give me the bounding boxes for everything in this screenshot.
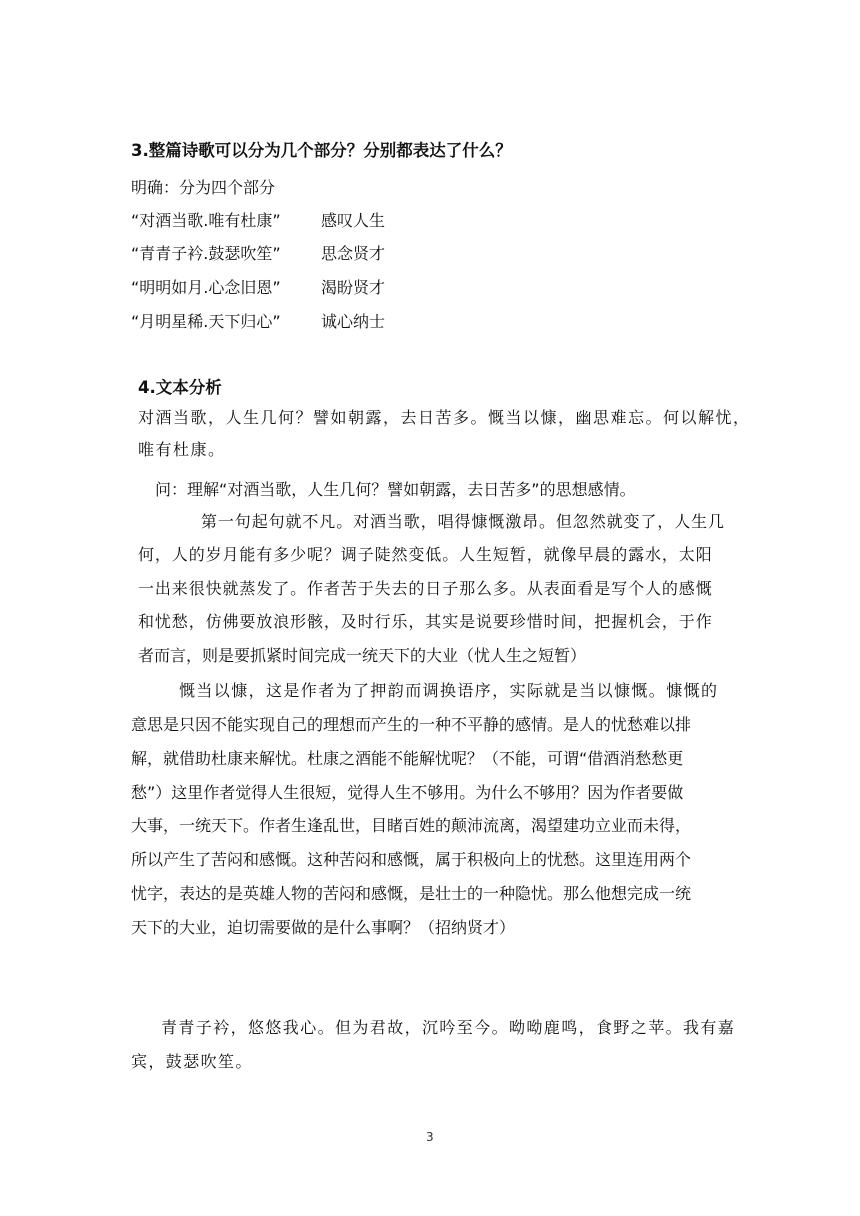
paragraph-line: 和忧愁，仿佛要放浪形骸，及时行乐，其实是说要珍惜时间，把握机会，于作 [138,612,713,631]
paragraph-line: 何，人的岁月能有多少呢？调子陡然变低。人生短暂，就像早晨的露水，太阳 [138,545,713,564]
poem-line: 宾，鼓瑟吹笙。 [131,1052,253,1071]
section-3-heading: 3.整篇诗歌可以分为几个部分？分别都表达了什么？ [131,141,512,160]
part-meaning: 诚心纳士 [321,312,386,331]
part-quote: “青青子衿.鼓瑟吹笙” [131,244,281,263]
part-meaning: 思念贤才 [321,244,386,263]
paragraph-line: 一出来很快就蒸发了。作者苦于失去的日子那么多。从表面看是写个人的感慨 [138,579,713,598]
part-meaning: 感叹人生 [321,211,386,230]
question: 问：理解“对酒当歌，人生几何？譬如朝露，去日苦多”的思想感情。 [155,480,636,499]
paragraph-line: 慨当以慷，这是作者为了押韵而调换语序，实际就是当以慷慨。慷慨的 [179,681,719,700]
paragraph-line: 天下的大业，迫切需要做的是什么事啊？（招纳贤才） [131,918,516,937]
part-meaning: 渴盼贤才 [321,278,386,297]
poem-line: 青青子衿，悠悠我心。但为君故，沉吟至今。呦呦鹿鸣，食野之苹。我有嘉 [161,1018,736,1037]
paragraph-line: 大事，一统天下。作者生逢乱世，目睹百姓的颠沛流离，渴望建功立业而未得， [131,816,692,835]
poem-line: 唯有杜康。 [138,440,226,459]
section-4-heading: 4.文本分析 [138,378,222,397]
part-quote: “月明星稀.天下归心” [131,312,281,331]
paragraph-line: 忧字，表达的是英雄人物的苦闷和感慨，是壮士的一种隐忧。那么他想完成一统 [131,884,692,903]
paragraph-line: 意思是只因不能实现自己的理想而产生的一种不平静的感情。是人的忧愁难以排 [131,715,692,734]
answer-intro: 明确：分为四个部分 [131,178,276,197]
paragraph-line: 第一句起句就不凡。对酒当歌，唱得慷慨激昂。但忽然就变了，人生几 [201,512,725,531]
part-quote: “明明如月.心念旧恩” [131,278,281,297]
paragraph-line: 愁”）这里作者觉得人生很短，觉得人生不够用。为什么不够用？因为作者要做 [131,783,684,802]
poem-line: 对酒当歌，人生几何？譬如朝露，去日苦多。慨当以慷，幽思难忘。何以解忧， [138,408,751,427]
paragraph-line: 解，就借助杜康来解忧。杜康之酒能不能解忧呢？（不能，可谓“借酒消愁愁更 [131,749,684,768]
part-quote: “对酒当歌.唯有杜康” [131,211,281,230]
paragraph-line: 者而言，则是要抓紧时间完成一统天下的大业（忧人生之短暂） [138,646,587,665]
paragraph-line: 所以产生了苦闷和感慨。这种苦闷和感慨，属于积极向上的忧愁。这里连用两个 [131,850,692,869]
page-number: 3 [426,1130,434,1144]
